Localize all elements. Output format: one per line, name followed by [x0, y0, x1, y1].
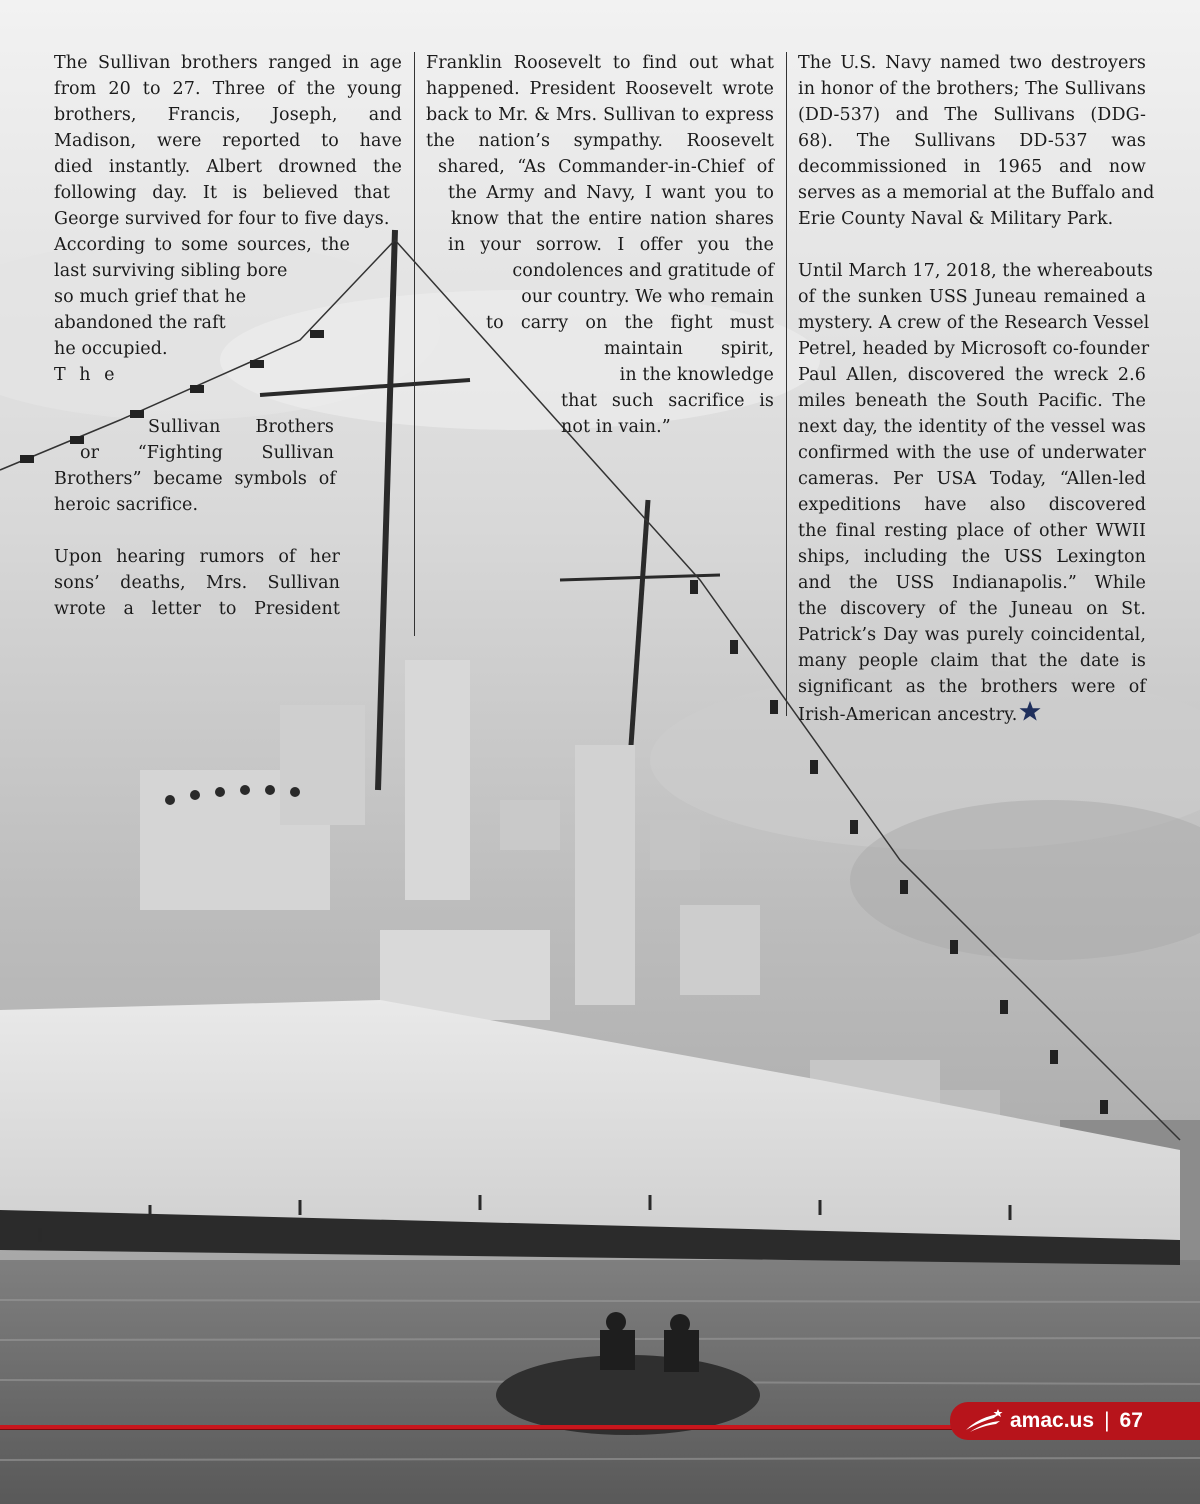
text-line: last surviving sibling bore	[54, 261, 288, 281]
text-line: significant as the brothers were of	[798, 677, 1146, 697]
column-2	[426, 50, 774, 440]
text-line: of the sunken USS Juneau remained a	[798, 287, 1146, 307]
text-line: died instantly. Albert drowned the	[54, 157, 402, 177]
site-name: amac.us	[1010, 1409, 1095, 1432]
text-line: shared, “As Commander-in-Chief of	[438, 157, 774, 177]
text-line: in your sorrow. I offer you the	[448, 235, 774, 255]
text-line: According to some sources, the	[54, 235, 350, 255]
text-line: 68). The Sullivans DD-537 was	[798, 131, 1146, 151]
text-line: in honor of the brothers; The Sullivans	[798, 79, 1146, 99]
text-line: to carry on the fight must	[486, 313, 774, 333]
text-line: mystery. A crew of the Research Vessel	[798, 313, 1150, 333]
text-line: back to Mr. & Mrs. Sullivan to express	[426, 105, 774, 125]
text-line: wrote a letter to President	[54, 599, 340, 619]
text-line: decommissioned in 1965 and now	[798, 157, 1146, 177]
text-line: Franklin Roosevelt to find out what	[426, 53, 774, 73]
text-line: Madison, were reported to have	[54, 131, 402, 151]
amac-logo-icon	[964, 1408, 1004, 1434]
text-line: Upon hearing rumors of her	[54, 547, 340, 567]
page-folio	[950, 1402, 1200, 1440]
text-line: and the USS Indianapolis.” While	[798, 573, 1146, 593]
text-line: next day, the identity of the vessel was	[798, 417, 1146, 437]
text-line: ships, including the USS Lexington	[798, 547, 1146, 567]
page-number: 67	[1119, 1409, 1143, 1432]
text-line: know that the entire nation shares	[451, 209, 774, 229]
column-1	[54, 50, 402, 622]
text-line: serves as a memorial at the Buffalo and	[798, 183, 1155, 203]
text-line: Irish-American ancestry.	[798, 705, 1018, 725]
text-line-last	[798, 700, 1146, 728]
text-line: maintain spirit,	[604, 339, 774, 359]
text-line: brothers, Francis, Joseph, and	[54, 105, 402, 125]
star-icon	[1019, 700, 1041, 722]
column-3	[798, 50, 1155, 728]
text-line: many people claim that the date is	[798, 651, 1146, 671]
text-line: miles beneath the South Pacific. The	[798, 391, 1146, 411]
text-line: Sullivan Brothers	[148, 417, 334, 437]
text-line: cameras. Per USA Today, “Allen-led	[798, 469, 1146, 489]
text-line: he occupied.	[54, 339, 168, 359]
text-line: abandoned the raft	[54, 313, 226, 333]
text-line: Patrick’s Day was purely coincidental,	[798, 625, 1146, 645]
text-line: the nation’s sympathy. Roosevelt	[426, 131, 774, 151]
text-line	[54, 388, 402, 414]
text-line: T h e	[54, 365, 119, 385]
text-line: or “Fighting Sullivan	[80, 443, 334, 463]
text-line	[798, 232, 1146, 258]
text-line: Brothers” became symbols of	[54, 469, 336, 489]
text-line: from 20 to 27. Three of the young	[54, 79, 402, 99]
text-line: that such sacrifice is	[561, 391, 774, 411]
text-line: following day. It is believed that	[54, 183, 390, 203]
text-line: sons’ deaths, Mrs. Sullivan	[54, 573, 340, 593]
text-line: George survived for four to five days.	[54, 209, 390, 229]
text-line: Until March 17, 2018, the whereabouts	[798, 261, 1153, 281]
text-line: the discovery of the Juneau on St.	[798, 599, 1146, 619]
text-line: heroic sacrifice.	[54, 495, 199, 515]
text-line: The Sullivan brothers ranged in age	[54, 53, 402, 73]
text-line: our country. We who remain	[521, 287, 774, 307]
text-line: Petrel, headed by Microsoft co-founder	[798, 339, 1150, 359]
text-line: (DD-537) and The Sullivans (DDG-	[798, 105, 1146, 125]
text-line: so much grief that he	[54, 287, 247, 307]
text-line: expeditions have also discovered	[798, 495, 1146, 515]
text-line: in the knowledge	[619, 365, 774, 385]
text-line: happened. President Roosevelt wrote	[426, 79, 774, 99]
text-line: the Army and Navy, I want you to	[448, 183, 774, 203]
text-line: The U.S. Navy named two destroyers	[798, 53, 1146, 73]
folio-separator: |	[1104, 1409, 1110, 1432]
text-line: confirmed with the use of underwater	[798, 443, 1146, 463]
text-line: Erie County Naval & Military Park.	[798, 209, 1114, 229]
column-rule	[414, 52, 415, 636]
text-line: condolences and gratitude of	[512, 261, 774, 281]
text-line: Paul Allen, discovered the wreck 2.6	[798, 365, 1146, 385]
text-line	[54, 518, 402, 544]
column-rule	[786, 52, 787, 716]
text-line: the final resting place of other WWII	[798, 521, 1146, 541]
footer-rule-shadow	[0, 1429, 1050, 1430]
text-line: not in vain.”	[561, 417, 671, 437]
